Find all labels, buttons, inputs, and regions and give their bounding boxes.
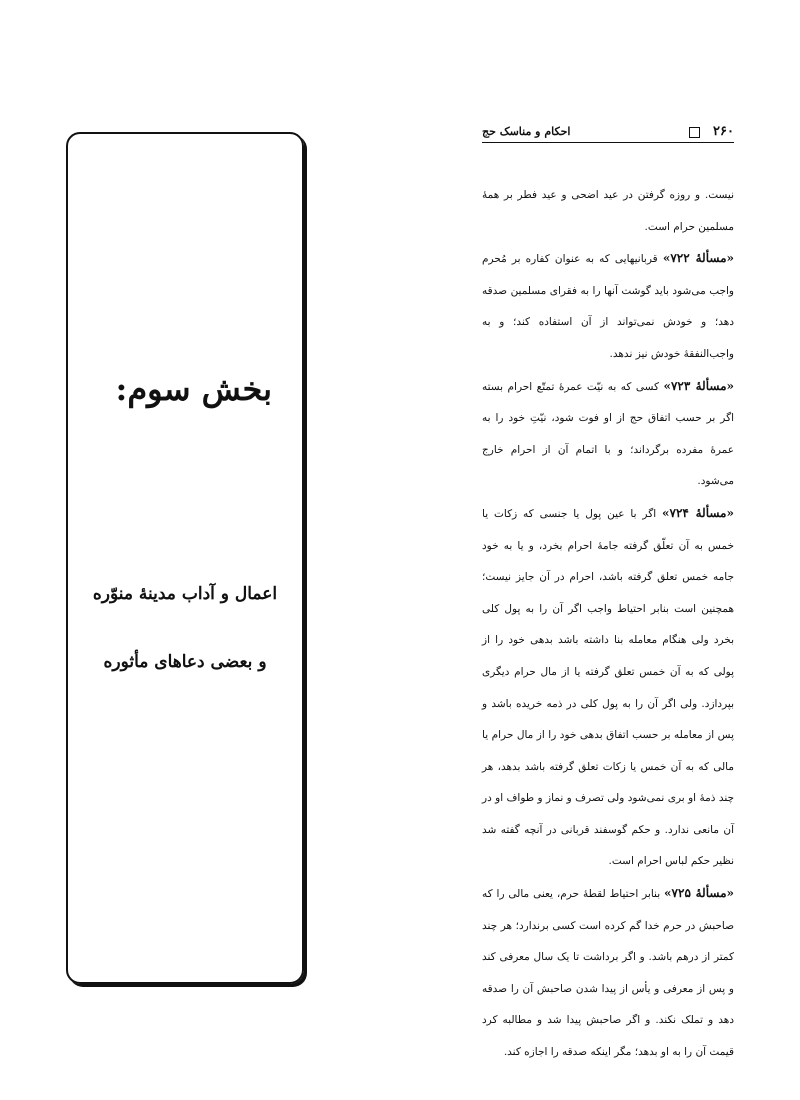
paragraph-text: اگر با عین پول یا جنسی که زکات یا خمس به آن تعلّق گرفته جامهٔ احرام بخرد، و یا به خود جامه خمس تعلق گرفته باشد، احرام در آن جایز نیست؛ همچنین است بنابر احتیاط واجب اگر آن را به پول کلی بخرد ولی هنگام معامله بنا داشته باشد بدهی خود را از پولی که به آن خمس تعلق گرفته یا از مال حرام دیگری بپردازد. ولی اگر آن را به پول کلی در ذمه خریده باشد و پس از معامله بر حسب اتفاق بدهی خود را از مال حرام یا مالی که به آن خمس یا زکات تعلق گرفته باشد بدهد، هر چند ذمهٔ او بری نمی‌شود ولی تصرف و نماز و طواف او در آن مانعی ندارد. و حکم گوسفند قربانی در آنچه گفته شد نظیر حکم لباس احرام است.: [482, 507, 734, 868]
issue-label: «مسألهٔ ۷۲۳»: [663, 378, 734, 393]
page-number-box-icon: [689, 127, 700, 138]
paragraph-text: کسی که به نیّت عمرهٔ تمتّع احرام بسته اگر بر حسب اتفاق حج از او فوت شود، نیّتِ خود را به عمرهٔ مفرده برگرداند؛ و با اتمام آن از احرام خارج می‌شود.: [482, 380, 734, 488]
issue-label: «مسألهٔ ۷۲۵»: [664, 886, 735, 901]
section-title: بخش سوم:: [115, 370, 272, 408]
running-title: احکام و مناسک حج: [482, 125, 571, 138]
paragraph: [482, 498, 734, 878]
paragraph: [482, 878, 734, 1069]
page-header: [482, 124, 734, 143]
paragraph-text: بنابر احتیاط لقطهٔ حرم، یعنی مالی را که صاحبش در حرم خدا گم کرده است کسی برندارد؛ هر چند کمتر از درهم باشد. و اگر برداشت تا یک سال معرفی کند و پس از معرفی و یأس از پیدا شدن صاحبش آن را صدقه دهد و تملک نکند. و اگر صاحبش پیدا شد و مطالبه کرد قیمت آن را به او بدهد؛ مگر اینکه صدقه را اجازه کند.: [482, 888, 734, 1059]
paragraph-text: قربانیهایی که به عنوان کفاره بر مُحرم واجب می‌شود باید گوشت آنها را به فقرای مسلمین صدقه دهد؛ و خودش نمی‌تواند از آن استفاده کند؛ و به واجب‌النفقهٔ خودش نیز ندهد.: [482, 253, 734, 360]
body-text: [482, 180, 734, 1069]
paragraph: [482, 371, 734, 498]
section-title-frame: [66, 132, 304, 984]
paragraph: [482, 180, 734, 243]
page-number: ۲۶۰: [713, 124, 734, 139]
section-subtitle-line1: اعمال و آداب مدینهٔ منوّره: [92, 584, 278, 604]
section-subtitle-line2: و بعضی دعاهای مأثوره: [103, 652, 267, 672]
paragraph-text: نیست. و روزه گرفتن در عید اضحی و عید فطر بر همهٔ مسلمین حرام است.: [482, 189, 734, 233]
paragraph: [482, 243, 734, 370]
issue-label: «مسألهٔ ۷۲۴»: [662, 505, 734, 520]
issue-label: «مسألهٔ ۷۲۲»: [662, 251, 735, 266]
